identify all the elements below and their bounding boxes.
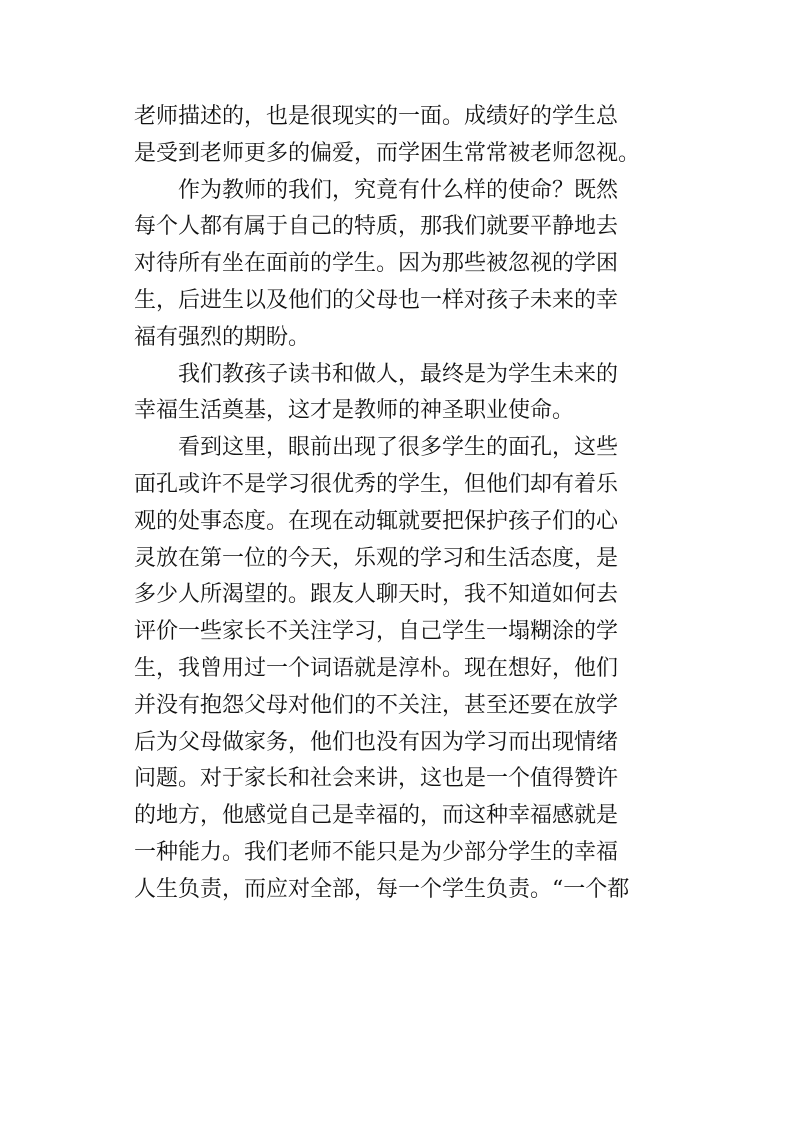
text-line: 每个人都有属于自己的特质，那我们就要平静地去 <box>134 214 619 240</box>
text-line: 面孔或许不是学习很优秀的学生，但他们却有着乐 <box>134 471 619 497</box>
text-line: 问题。对于家长和社会来讲，这也是一个值得赞许 <box>134 766 619 792</box>
text-line: 评价一些家长不关注学习，自己学生一塌糊涂的学 <box>134 619 619 645</box>
text-line: 作为教师的我们，究竟有什么样的使命？既然 <box>178 177 619 203</box>
body-text <box>134 99 674 909</box>
text-line: 是受到老师更多的偏爱，而学困生常常被老师忽视。 <box>134 140 641 166</box>
text-line: 福有强烈的期盼。 <box>134 324 311 350</box>
text-line: 生，我曾用过一个词语就是淳朴。现在想好，他们 <box>134 655 619 681</box>
text-line: 多少人所渴望的。跟友人聊天时，我不知道如何去 <box>134 582 619 608</box>
text-line: 我们教孩子读书和做人，最终是为学生未来的 <box>178 361 619 387</box>
text-line: 幸福生活奠基，这才是教师的神圣职业使命。 <box>134 398 575 424</box>
text-line: 一种能力。我们老师不能只是为少部分学生的幸福 <box>134 839 619 865</box>
text-line: 观的处事态度。在现在动辄就要把保护孩子们的心 <box>134 508 619 534</box>
text-line: 灵放在第一位的今天，乐观的学习和生活态度，是 <box>134 545 619 571</box>
text-line: 老师描述的，也是很现实的一面。成绩好的学生总 <box>134 104 619 129</box>
text-line: 对待所有坐在面前的学生。因为那些被忽视的学困 <box>134 251 619 277</box>
text-line: 生，后进生以及他们的父母也一样对孩子未来的幸 <box>134 287 619 313</box>
text-line: 看到这里，眼前出现了很多学生的面孔，这些 <box>178 435 619 461</box>
text-line: 的地方，他感觉自己是幸福的，而这种幸福感就是 <box>134 803 619 829</box>
text-line: 人生负责，而应对全部，每一个学生负责。“一个都 <box>134 876 630 902</box>
text-line: 并没有抱怨父母对他们的不关注，甚至还要在放学 <box>134 692 619 718</box>
text-line: 后为父母做家务，他们也没有因为学习而出现情绪 <box>134 729 619 755</box>
